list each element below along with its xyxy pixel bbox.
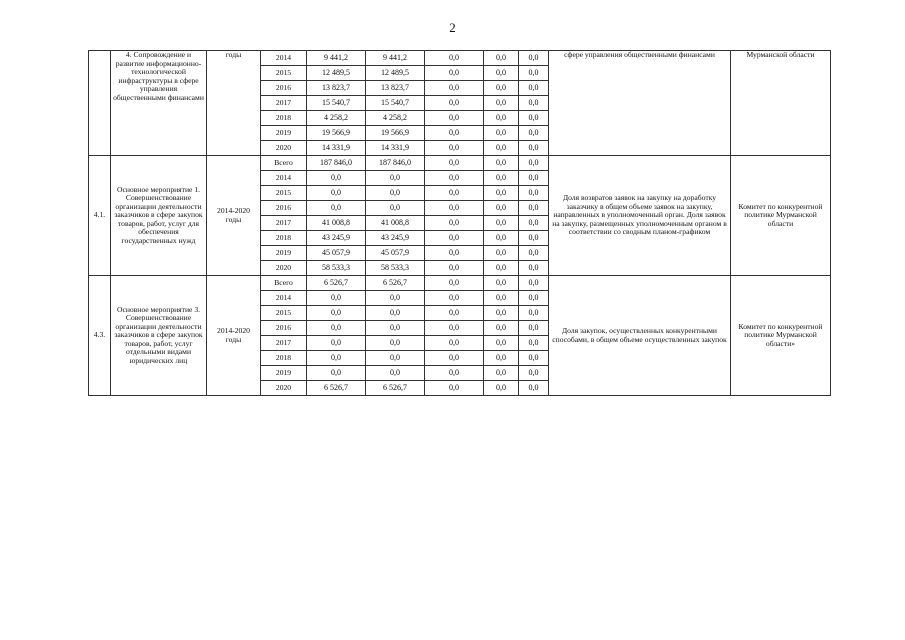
federal-cell: 0,0 xyxy=(425,171,484,186)
other-cell: 0,0 xyxy=(519,171,549,186)
indicator-text: Доля возвратов заявок на закупку на доработку заказчику в общем объеме заявок на закупку, направленных в уполномоченный орган. Доля заявок на закупку, размещенных уполномоченным органом в соответствии со сводным планом-графиком xyxy=(549,156,731,276)
federal-cell: 0,0 xyxy=(425,321,484,336)
federal-cell: 0,0 xyxy=(425,96,484,111)
budget-cell: 6 526,7 xyxy=(366,381,425,396)
local-cell: 0,0 xyxy=(484,366,519,381)
budget-cell: 0,0 xyxy=(366,171,425,186)
total-cell: 19 566,9 xyxy=(307,126,366,141)
other-cell: 0,0 xyxy=(519,291,549,306)
local-cell: 0,0 xyxy=(484,246,519,261)
year-cell: 2015 xyxy=(261,306,307,321)
budget-cell: 0,0 xyxy=(366,366,425,381)
federal-cell: 0,0 xyxy=(425,141,484,156)
indicator-text: Доля закупок, осуществленных конкурентными способами, в общем объеме осуществленных закупок xyxy=(549,276,731,396)
total-cell: 0,0 xyxy=(307,366,366,381)
federal-cell: 0,0 xyxy=(425,81,484,96)
local-cell: 0,0 xyxy=(484,126,519,141)
year-cell: 2017 xyxy=(261,336,307,351)
local-cell: 0,0 xyxy=(484,216,519,231)
total-cell: 12 489,5 xyxy=(307,66,366,81)
local-cell: 0,0 xyxy=(484,276,519,291)
other-cell: 0,0 xyxy=(519,81,549,96)
other-cell: 0,0 xyxy=(519,366,549,381)
federal-cell: 0,0 xyxy=(425,381,484,396)
other-cell: 0,0 xyxy=(519,231,549,246)
table-body xyxy=(89,51,831,396)
activity-name: Основное мероприятие 1. Совершенствование организации деятельности заказчиков в сфере закупок товаров, работ, услуг для обеспечения государственных нужд xyxy=(111,156,207,276)
local-cell: 0,0 xyxy=(484,201,519,216)
table-row xyxy=(89,156,831,171)
year-cell: 2015 xyxy=(261,66,307,81)
federal-cell: 0,0 xyxy=(425,66,484,81)
year-cell: 2019 xyxy=(261,366,307,381)
year-cell: Всего xyxy=(261,156,307,171)
other-cell: 0,0 xyxy=(519,276,549,291)
budget-cell: 0,0 xyxy=(366,351,425,366)
federal-cell: 0,0 xyxy=(425,366,484,381)
federal-cell: 0,0 xyxy=(425,156,484,171)
other-cell: 0,0 xyxy=(519,321,549,336)
local-cell: 0,0 xyxy=(484,231,519,246)
federal-cell: 0,0 xyxy=(425,111,484,126)
year-cell: 2017 xyxy=(261,96,307,111)
year-cell: 2019 xyxy=(261,126,307,141)
total-cell: 187 846,0 xyxy=(307,156,366,171)
total-cell: 45 057,9 xyxy=(307,246,366,261)
local-cell: 0,0 xyxy=(484,111,519,126)
federal-cell: 0,0 xyxy=(425,291,484,306)
budget-cell: 13 823,7 xyxy=(366,81,425,96)
activity-name: 4. Сопровождение и развитие информационно-технологической инфраструктуры в сфере управления общественными финансами xyxy=(111,51,207,156)
local-cell: 0,0 xyxy=(484,96,519,111)
local-cell: 0,0 xyxy=(484,336,519,351)
total-cell: 58 533,3 xyxy=(307,261,366,276)
budget-cell: 0,0 xyxy=(366,201,425,216)
budget-cell: 41 008,8 xyxy=(366,216,425,231)
activity-name: Основное мероприятие 3. Совершенствование организации деятельности заказчиков в сфере закупок товаров, работ, услуг отдельными видами юридических лиц xyxy=(111,276,207,396)
total-cell: 0,0 xyxy=(307,201,366,216)
total-cell: 0,0 xyxy=(307,336,366,351)
local-cell: 0,0 xyxy=(484,141,519,156)
year-cell: 2018 xyxy=(261,351,307,366)
budget-cell: 0,0 xyxy=(366,186,425,201)
total-cell: 0,0 xyxy=(307,306,366,321)
total-cell: 14 331,9 xyxy=(307,141,366,156)
other-cell: 0,0 xyxy=(519,186,549,201)
budget-cell: 12 489,5 xyxy=(366,66,425,81)
federal-cell: 0,0 xyxy=(425,201,484,216)
period: 2014-2020 годы xyxy=(207,156,261,276)
other-cell: 0,0 xyxy=(519,126,549,141)
budget-cell: 15 540,7 xyxy=(366,96,425,111)
local-cell: 0,0 xyxy=(484,381,519,396)
other-cell: 0,0 xyxy=(519,336,549,351)
year-cell: 2014 xyxy=(261,171,307,186)
total-cell: 6 526,7 xyxy=(307,381,366,396)
total-cell: 0,0 xyxy=(307,291,366,306)
budget-cell: 45 057,9 xyxy=(366,246,425,261)
year-cell: 2016 xyxy=(261,81,307,96)
executor-text: Комитет по конкурентной политике Мурманской области» xyxy=(731,276,831,396)
total-cell: 13 823,7 xyxy=(307,81,366,96)
local-cell: 0,0 xyxy=(484,156,519,171)
year-cell: 2014 xyxy=(261,291,307,306)
federal-cell: 0,0 xyxy=(425,246,484,261)
total-cell: 15 540,7 xyxy=(307,96,366,111)
other-cell: 0,0 xyxy=(519,141,549,156)
budget-cell: 187 846,0 xyxy=(366,156,425,171)
other-cell: 0,0 xyxy=(519,51,549,66)
budget-cell: 0,0 xyxy=(366,336,425,351)
budget-cell: 6 526,7 xyxy=(366,276,425,291)
budget-cell: 14 331,9 xyxy=(366,141,425,156)
year-cell: 2016 xyxy=(261,201,307,216)
table-row xyxy=(89,51,831,66)
federal-cell: 0,0 xyxy=(425,261,484,276)
other-cell: 0,0 xyxy=(519,111,549,126)
year-cell: 2018 xyxy=(261,111,307,126)
local-cell: 0,0 xyxy=(484,51,519,66)
item-number: 4.3. xyxy=(89,276,111,396)
executor-text: Комитет по конкурентной политике Мурманской области xyxy=(731,156,831,276)
federal-cell: 0,0 xyxy=(425,336,484,351)
local-cell: 0,0 xyxy=(484,291,519,306)
total-cell: 0,0 xyxy=(307,171,366,186)
federal-cell: 0,0 xyxy=(425,126,484,141)
other-cell: 0,0 xyxy=(519,156,549,171)
year-cell: 2017 xyxy=(261,216,307,231)
local-cell: 0,0 xyxy=(484,321,519,336)
federal-cell: 0,0 xyxy=(425,51,484,66)
other-cell: 0,0 xyxy=(519,246,549,261)
other-cell: 0,0 xyxy=(519,306,549,321)
local-cell: 0,0 xyxy=(484,261,519,276)
other-cell: 0,0 xyxy=(519,261,549,276)
local-cell: 0,0 xyxy=(484,351,519,366)
page-number: 2 xyxy=(449,20,456,35)
year-cell: 2016 xyxy=(261,321,307,336)
year-cell: 2015 xyxy=(261,186,307,201)
year-cell: 2020 xyxy=(261,261,307,276)
total-cell: 43 245,9 xyxy=(307,231,366,246)
year-cell: 2018 xyxy=(261,231,307,246)
budget-cell: 9 441,2 xyxy=(366,51,425,66)
budget-cell: 0,0 xyxy=(366,306,425,321)
local-cell: 0,0 xyxy=(484,186,519,201)
executor-text: Мурманской области xyxy=(731,51,831,156)
total-cell: 4 258,2 xyxy=(307,111,366,126)
total-cell: 0,0 xyxy=(307,321,366,336)
federal-cell: 0,0 xyxy=(425,351,484,366)
federal-cell: 0,0 xyxy=(425,231,484,246)
item-number xyxy=(89,51,111,156)
item-number: 4.1. xyxy=(89,156,111,276)
year-cell: 2014 xyxy=(261,51,307,66)
budget-cell: 19 566,9 xyxy=(366,126,425,141)
other-cell: 0,0 xyxy=(519,96,549,111)
budget-cell: 43 245,9 xyxy=(366,231,425,246)
local-cell: 0,0 xyxy=(484,171,519,186)
budget-cell: 58 533,3 xyxy=(366,261,425,276)
federal-cell: 0,0 xyxy=(425,186,484,201)
other-cell: 0,0 xyxy=(519,351,549,366)
total-cell: 41 008,8 xyxy=(307,216,366,231)
program-table xyxy=(88,50,831,396)
other-cell: 0,0 xyxy=(519,201,549,216)
federal-cell: 0,0 xyxy=(425,276,484,291)
total-cell: 9 441,2 xyxy=(307,51,366,66)
total-cell: 0,0 xyxy=(307,351,366,366)
local-cell: 0,0 xyxy=(484,81,519,96)
year-cell: 2019 xyxy=(261,246,307,261)
federal-cell: 0,0 xyxy=(425,306,484,321)
local-cell: 0,0 xyxy=(484,306,519,321)
budget-cell: 0,0 xyxy=(366,291,425,306)
federal-cell: 0,0 xyxy=(425,216,484,231)
year-cell: 2020 xyxy=(261,141,307,156)
period: 2014-2020 годы xyxy=(207,276,261,396)
total-cell: 6 526,7 xyxy=(307,276,366,291)
other-cell: 0,0 xyxy=(519,66,549,81)
year-cell: 2020 xyxy=(261,381,307,396)
other-cell: 0,0 xyxy=(519,216,549,231)
budget-cell: 4 258,2 xyxy=(366,111,425,126)
other-cell: 0,0 xyxy=(519,381,549,396)
total-cell: 0,0 xyxy=(307,186,366,201)
table-row xyxy=(89,276,831,291)
period: годы xyxy=(207,51,261,156)
budget-cell: 0,0 xyxy=(366,321,425,336)
indicator-text: сфере управления общественными финансами xyxy=(549,51,731,156)
local-cell: 0,0 xyxy=(484,66,519,81)
year-cell: Всего xyxy=(261,276,307,291)
